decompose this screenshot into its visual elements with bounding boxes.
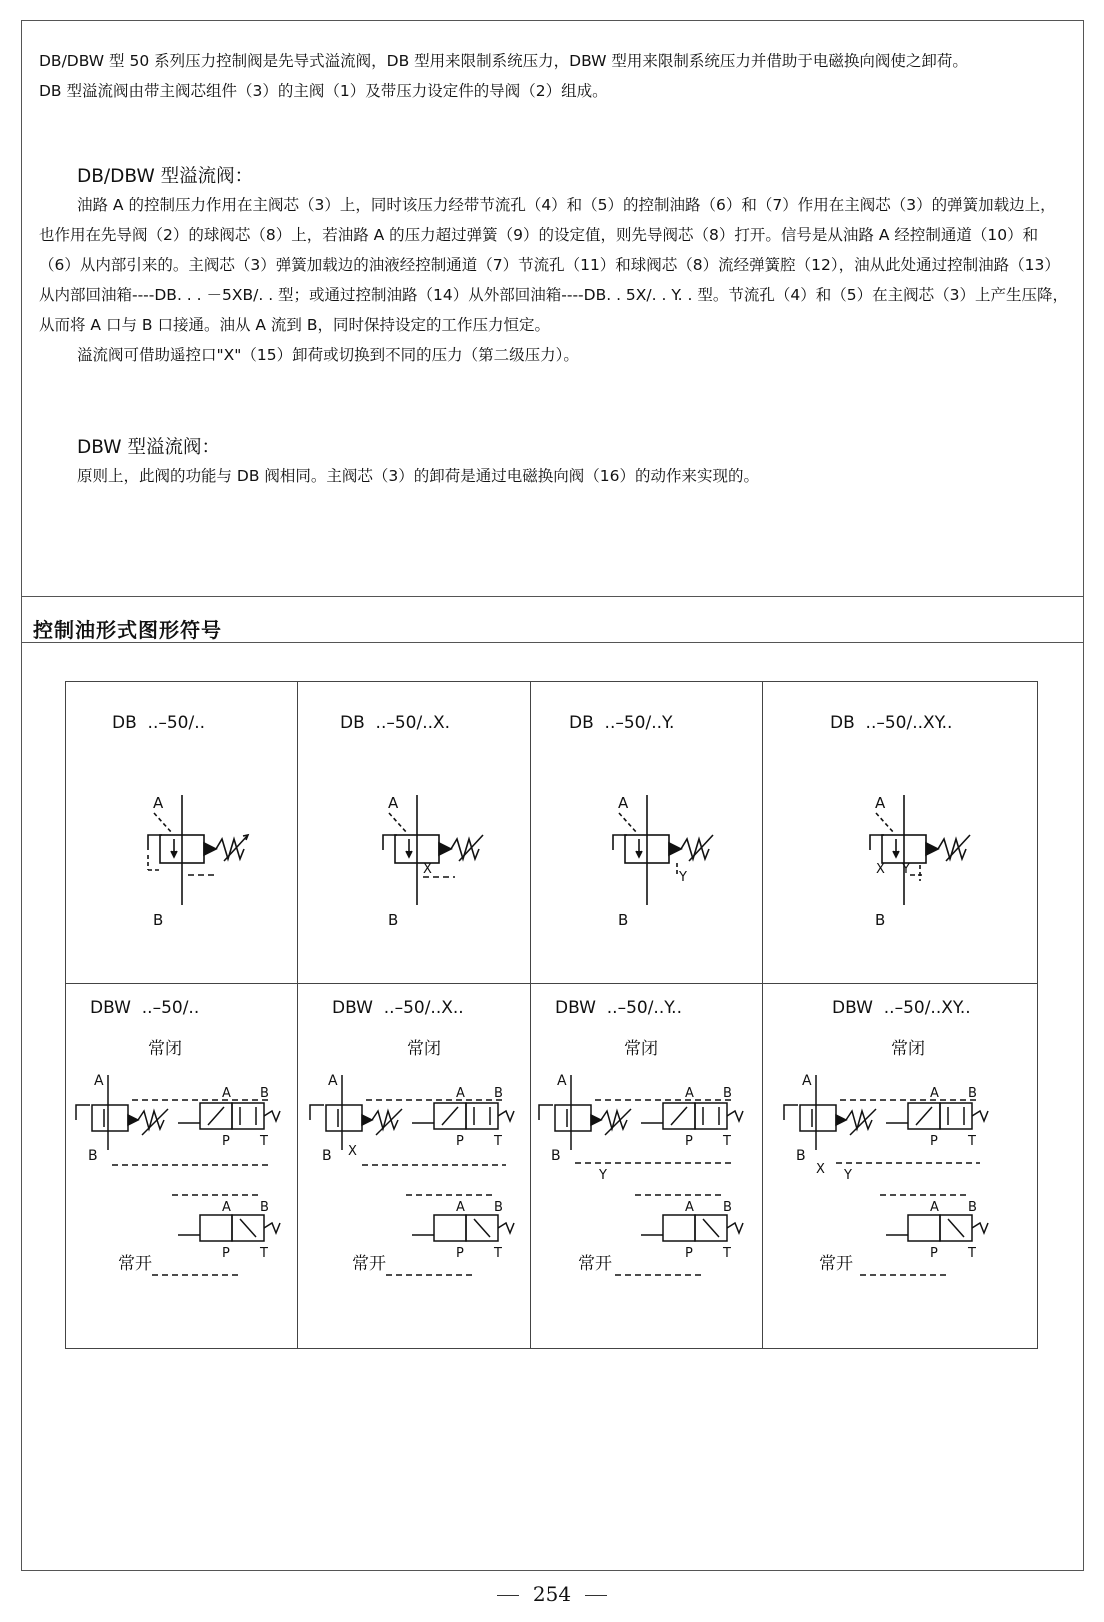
svg-text:B: B bbox=[968, 1086, 977, 1101]
symbol-label-dbw-y: DBW ..–50/..Y.. bbox=[555, 998, 682, 1018]
normally-open-label: 常开 bbox=[578, 1254, 612, 1274]
intro-text bbox=[39, 46, 1069, 106]
svg-text:T: T bbox=[260, 1134, 268, 1149]
symbol-label-db-y: DB ..–50/..Y. bbox=[569, 713, 675, 733]
svg-text:B: B bbox=[723, 1086, 732, 1101]
svg-text:A: A bbox=[388, 794, 399, 812]
table-divider bbox=[530, 681, 531, 1349]
normally-open-label: 常开 bbox=[352, 1254, 386, 1274]
page-number: 254 bbox=[532, 1582, 572, 1606]
svg-text:A: A bbox=[802, 1073, 812, 1089]
symbol-label-db-x: DB ..–50/..X. bbox=[340, 713, 451, 733]
svg-text:T: T bbox=[968, 1246, 976, 1261]
svg-text:B: B bbox=[388, 911, 399, 929]
svg-text:A: A bbox=[618, 794, 629, 812]
normally-open-label: 常开 bbox=[819, 1254, 853, 1274]
intro-paragraph-2: DB 型溢流阀由带主阀芯组件（3）的主阀（1）及带压力设定件的导阀（2）组成。 bbox=[39, 82, 608, 100]
table-divider bbox=[762, 681, 763, 1349]
table-divider bbox=[65, 983, 1038, 984]
svg-text:B: B bbox=[494, 1086, 503, 1101]
svg-text:P: P bbox=[456, 1246, 464, 1261]
svg-text:A: A bbox=[875, 794, 886, 812]
symbol-label-dbw: DBW ..–50/.. bbox=[90, 998, 200, 1018]
footer-dash bbox=[497, 1595, 519, 1596]
svg-text:B: B bbox=[494, 1200, 503, 1215]
svg-text:P: P bbox=[456, 1134, 464, 1149]
svg-text:B: B bbox=[322, 1148, 332, 1164]
symbol-label-db-xy: DB ..–50/..XY.. bbox=[830, 713, 953, 733]
normally-open-label: 常开 bbox=[118, 1254, 152, 1274]
relief-valve-x-symbol bbox=[375, 795, 515, 945]
normally-closed-label: 常闭 bbox=[624, 1039, 658, 1059]
svg-text:B: B bbox=[723, 1200, 732, 1215]
svg-text:A: A bbox=[456, 1086, 465, 1101]
relief-valve-xy-symbol bbox=[862, 795, 1002, 945]
svg-text:A: A bbox=[930, 1200, 939, 1215]
svg-text:B: B bbox=[618, 911, 629, 929]
normally-closed-label: 常闭 bbox=[891, 1039, 925, 1059]
svg-text:A: A bbox=[685, 1086, 694, 1101]
relief-valve-y-symbol bbox=[605, 795, 745, 945]
svg-text:A: A bbox=[222, 1200, 231, 1215]
svg-text:X: X bbox=[423, 862, 432, 877]
svg-text:P: P bbox=[930, 1246, 938, 1261]
footer-dash bbox=[585, 1595, 607, 1596]
svg-text:T: T bbox=[494, 1246, 502, 1261]
db-dbw-heading: DB/DBW 型溢流阀： bbox=[77, 166, 254, 187]
symbol-label-dbw-x: DBW ..–50/..X.. bbox=[332, 998, 464, 1018]
svg-text:A: A bbox=[685, 1200, 694, 1215]
svg-text:A: A bbox=[328, 1073, 338, 1089]
svg-text:A: A bbox=[222, 1086, 231, 1101]
svg-text:B: B bbox=[260, 1200, 269, 1215]
section-divider-bottom bbox=[21, 642, 1084, 643]
svg-text:T: T bbox=[260, 1246, 268, 1261]
svg-text:X: X bbox=[816, 1162, 825, 1177]
svg-text:B: B bbox=[796, 1148, 806, 1164]
svg-text:A: A bbox=[557, 1073, 567, 1089]
svg-text:P: P bbox=[685, 1246, 693, 1261]
svg-text:T: T bbox=[494, 1134, 502, 1149]
svg-text:Y: Y bbox=[679, 870, 687, 885]
svg-text:Y: Y bbox=[902, 862, 910, 877]
dbw-heading: DBW 型溢流阀： bbox=[77, 437, 220, 458]
intro-paragraph-1: DB/DBW 型 50 系列压力控制阀是先导式溢流阀，DB 型用来限制系统压力，DBW 型用来限制系统压力并借助于电磁换向阀使之卸荷。 bbox=[39, 52, 968, 70]
svg-text:T: T bbox=[968, 1134, 976, 1149]
svg-text:X: X bbox=[876, 862, 885, 877]
dbw-x-symbol bbox=[306, 1075, 521, 1290]
svg-text:A: A bbox=[456, 1200, 465, 1215]
dbw-symbol bbox=[72, 1075, 287, 1290]
svg-text:A: A bbox=[94, 1073, 104, 1089]
dbw-paragraph-1: 原则上，此阀的功能与 DB 阀相同。主阀芯（3）的卸荷是通过电磁换向阀（16）的动作来实现的。 bbox=[77, 467, 760, 485]
page-footer bbox=[0, 1582, 1104, 1606]
svg-text:X: X bbox=[348, 1144, 357, 1159]
svg-text:B: B bbox=[260, 1086, 269, 1101]
section-divider-top bbox=[21, 596, 1084, 597]
svg-text:B: B bbox=[88, 1148, 98, 1164]
svg-text:T: T bbox=[723, 1246, 731, 1261]
svg-text:P: P bbox=[222, 1134, 230, 1149]
svg-text:A: A bbox=[930, 1086, 939, 1101]
normally-closed-label: 常闭 bbox=[148, 1039, 182, 1059]
symbols-section-title: 控制油形式图形符号 bbox=[33, 618, 222, 642]
symbol-label-dbw-xy: DBW ..–50/..XY.. bbox=[832, 998, 971, 1018]
db-paragraph-1: 油路 A 的控制压力作用在主阀芯（3）上，同时该压力经带节流孔（4）和（5）的控制油路（6）和（7）作用在主阀芯（3）的弹簧加载边上，也作用在先导阀（2）的球阀芯（8）上，若油路 A 的压力超过弹簧（9）的设定值，则先导阀芯（8）打开。信号是从油路 A 经控制通道（10）和（6）从内部引来的。主阀芯（3）弹簧加载边的油液经控制通道（7）节流孔（11）和球阀芯（8）流经弹簧腔（12），油从此处通过控制油路（13）从内部回油箱----DB. . . －5XB/. . 型；或通过控制油路（14）从外部回油箱----DB. . 5X/. . Y. . 型。节流孔（4）和（5）在主阀芯（3）上产生压降，从而将 A 口与 B 口接通。油从 A 流到 B，同时保持设定的工作压力恒定。 bbox=[39, 196, 1068, 334]
normally-closed-label: 常闭 bbox=[407, 1039, 441, 1059]
svg-text:Y: Y bbox=[599, 1168, 607, 1183]
dbw-y-symbol bbox=[535, 1075, 750, 1290]
svg-text:Y: Y bbox=[844, 1168, 852, 1183]
dbw-description bbox=[39, 461, 1071, 491]
db-paragraph-2: 溢流阀可借助遥控口"X"（15）卸荷或切换到不同的压力（第二级压力）。 bbox=[77, 346, 579, 364]
svg-text:P: P bbox=[930, 1134, 938, 1149]
svg-text:A: A bbox=[153, 794, 164, 812]
relief-valve-symbol bbox=[140, 795, 280, 945]
svg-text:P: P bbox=[685, 1134, 693, 1149]
symbol-label-db: DB ..–50/.. bbox=[112, 713, 206, 733]
svg-text:B: B bbox=[875, 911, 886, 929]
svg-text:B: B bbox=[551, 1148, 561, 1164]
svg-text:T: T bbox=[723, 1134, 731, 1149]
svg-text:P: P bbox=[222, 1246, 230, 1261]
db-description bbox=[39, 190, 1071, 370]
svg-text:B: B bbox=[153, 911, 164, 929]
svg-text:B: B bbox=[968, 1200, 977, 1215]
dbw-xy-symbol bbox=[780, 1075, 995, 1290]
table-divider bbox=[297, 681, 298, 1349]
